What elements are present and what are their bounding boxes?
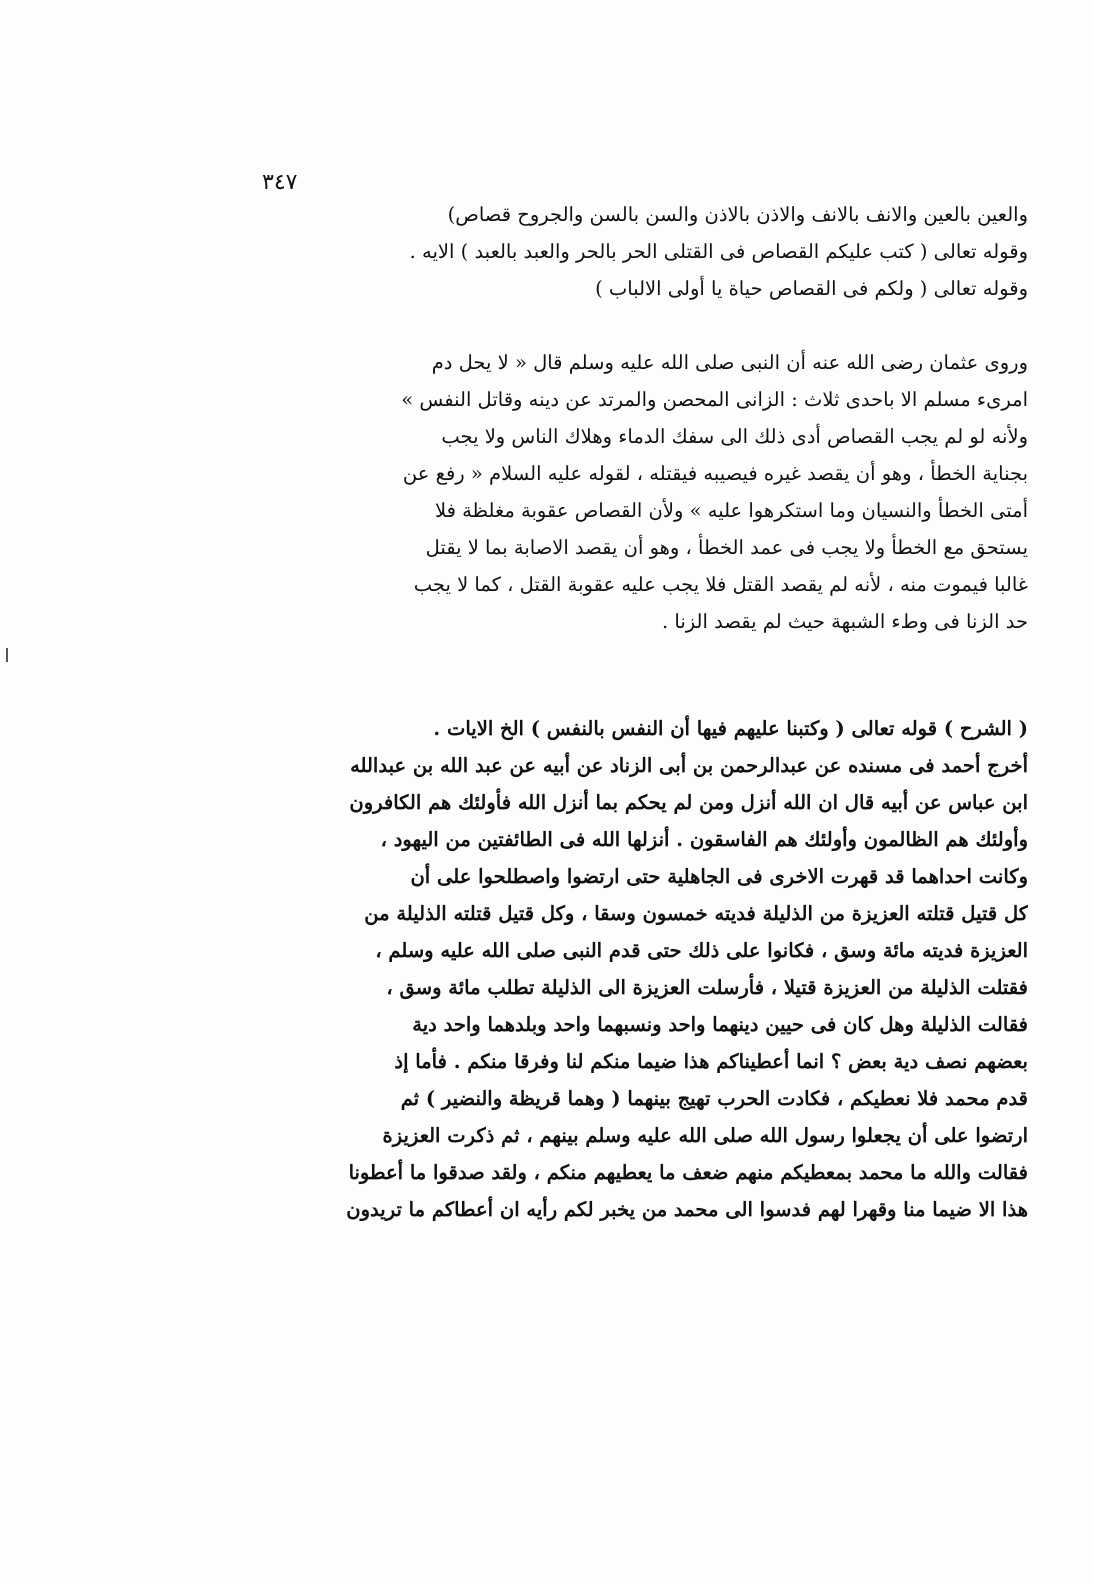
text-line: ابن عباس عن أبيه قال ان الله أنزل ومن لم يحكم بما أنزل الله فأولئك هم الكافرون bbox=[349, 791, 1028, 814]
text-line: وروى عثمان رضى الله عنه أن النبى صلى الله عليه وسلم قال « لا يحل دم bbox=[431, 351, 1028, 374]
text-line: أمتى الخطأ والنسيان وما استكرهوا عليه » ولأن القصاص عقوبة مغلظة فلا bbox=[434, 499, 1028, 522]
text-line: وقوله تعالى ( كتب عليكم القصاص فى القتلى الحر بالحر والعبد بالعبد ) الايه . bbox=[409, 240, 1028, 263]
text-line: بعضهم نصف دية بعض ؟ انما أعطيناكم هذا ضيما منكم لنا وفرقا منكم . فأما إذ bbox=[394, 1050, 1028, 1073]
scan-mark bbox=[6, 648, 8, 662]
text-line: كل قتيل قتلته العزيزة من الذليلة فديته خمسون وسقا ، وكل قتيل قتلته الذليلة من bbox=[364, 902, 1028, 925]
text-line: فقالت الذليلة وهل كان فى حيين دينهما واحد ونسبهما واحد وبلدهما واحد دية bbox=[412, 1013, 1028, 1036]
text-line: امرىء مسلم الا باحدى ثلاث : الزانى المحصن والمرتد عن دينه وقاتل النفس » bbox=[401, 388, 1028, 411]
text-line: ارتضوا على أن يجعلوا رسول الله صلى الله عليه وسلم بينهم ، ثم ذكرت العزيزة bbox=[382, 1124, 1028, 1147]
text-line: والعين بالعين والانف بالانف والاذن بالاذن والسن بالسن والجروح قصاص) bbox=[447, 203, 1028, 226]
text-line: غالبا فيموت منه ، لأنه لم يقصد القتل فلا يجب عليه عقوبة القتل ، كما لا يجب bbox=[413, 573, 1028, 596]
text-line: أخرج أحمد فى مسنده عن عبدالرحمن بن أبى الزناد عن أبيه عن عبد الله بن عبدالله bbox=[350, 754, 1028, 777]
page-number: ٣٤٧ bbox=[262, 170, 298, 195]
text-line: قدم محمد فلا نعطيكم ، فكادت الحرب تهيج بينهما ( وهما قريظة والنضير ) ثم bbox=[400, 1087, 1028, 1110]
text-line: وأولئك هم الظالمون وأولئك هم الفاسقون . أنزلها الله فى الطائفتين من اليهود ، bbox=[380, 828, 1028, 851]
text-line: وكانت احداهما قد قهرت الاخرى فى الجاهلية حتى ارتضوا واصطلحوا على أن bbox=[410, 865, 1028, 888]
commentary-paragraph bbox=[238, 710, 1028, 1228]
text-line: ( الشرح ) قوله تعالى ( وكتبنا عليهم فيها أن النفس بالنفس ) الخ الايات . bbox=[433, 717, 1028, 740]
text-line: وقوله تعالى ( ولكم فى القصاص حياة يا أولى الالباب ) bbox=[595, 277, 1028, 300]
text-line: ولأنه لو لم يجب القصاص أدى ذلك الى سفك الدماء وهلاك الناس ولا يجب bbox=[441, 425, 1028, 448]
text-line: حد الزنا فى وطء الشبهة حيث لم يقصد الزنا . bbox=[662, 610, 1028, 633]
text-line: فقالت والله ما محمد بمعطيكم منهم ضعف ما يعطيهم منكم ، ولقد صدقوا ما أعطونا bbox=[348, 1161, 1028, 1184]
text-line: العزيزة فديته مائة وسق ، فكانوا على ذلك حتى قدم النبى صلى الله عليه وسلم ، bbox=[375, 939, 1028, 962]
text-line: هذا الا ضيما منا وقهرا لهم فدسوا الى محمد من يخبر لكم رأيه ان أعطاكم ما تريدون bbox=[346, 1198, 1028, 1221]
text-line: بجناية الخطأ ، وهو أن يقصد غيره فيصيبه فيقتله ، لقوله عليه السلام « رفع عن bbox=[402, 462, 1028, 485]
hadith-paragraph bbox=[238, 344, 1028, 640]
text-line: يستحق مع الخطأ ولا يجب فى عمد الخطأ ، وهو أن يقصد الاصابة بما لا يقتل bbox=[425, 536, 1028, 559]
text-line: فقتلت الذليلة من العزيزة قتيلا ، فأرسلت العزيزة الى الذليلة تطلب مائة وسق ، bbox=[386, 976, 1028, 999]
quranic-verses-paragraph bbox=[238, 196, 1028, 307]
